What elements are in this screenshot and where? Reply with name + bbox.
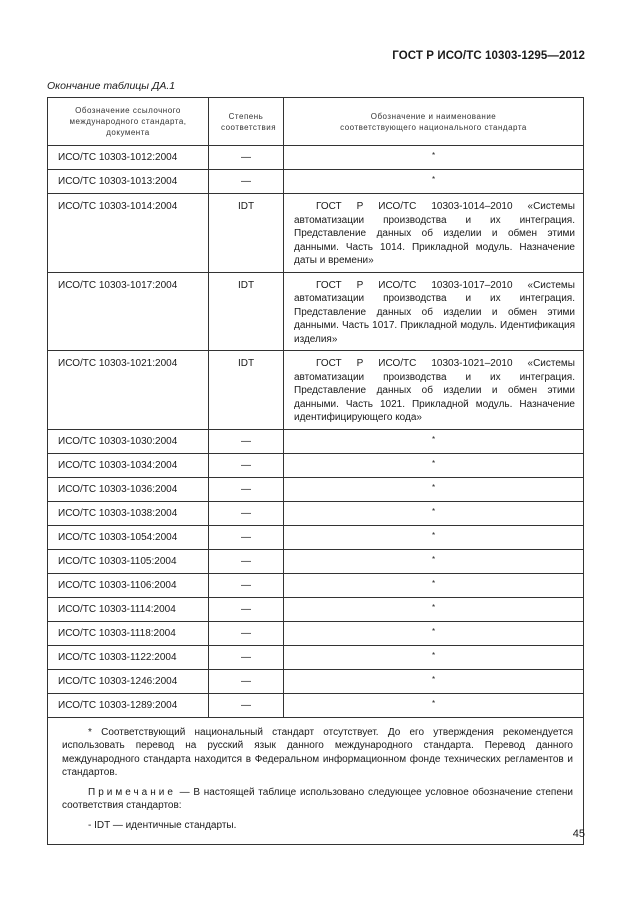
footnote: * Соответствующий национальный стандарт отсутствует. До его утверждения рекомендуется использовать перевод на русский язык данного международного стандарта. Перевод данного международного стандарта находится в Федеральном информационном фонде технических регламентов и стандартов. [62,726,573,778]
cell-degree: IDT [209,194,284,273]
cell-international-code: ИСО/ТС 10303-1021:2004 [48,351,209,430]
table-row [48,194,584,273]
cell-degree: — [209,453,284,477]
footnote-marker: * [431,554,436,564]
footnote-marker: * [431,650,436,660]
cell-international-code: ИСО/ТС 10303-1054:2004 [48,525,209,549]
table-row [48,429,584,453]
cell-degree: — [209,621,284,645]
cell-degree: IDT [209,272,284,351]
footnote-marker: * [431,602,436,612]
cell-international-code: ИСО/ТС 10303-1105:2004 [48,549,209,573]
table-row [48,525,584,549]
footnote-marker: * [431,530,436,540]
cell-national-standard [284,573,584,597]
table-row [48,170,584,194]
header-national-standard: Обозначение и наименование соответствующего национального стандарта [284,98,584,146]
cell-national-standard [284,501,584,525]
note-list-item: - IDT — идентичные стандарты. [88,819,237,831]
cell-degree: — [209,146,284,170]
cell-international-code: ИСО/ТС 10303-1122:2004 [48,645,209,669]
cell-degree: — [209,645,284,669]
cell-international-code: ИСО/ТС 10303-1017:2004 [48,272,209,351]
cell-international-code: ИСО/ТС 10303-1289:2004 [48,693,209,717]
table-row [48,477,584,501]
page-number: 45 [572,828,585,840]
cell-degree: — [209,525,284,549]
cell-degree: — [209,669,284,693]
cell-national-standard [284,525,584,549]
cell-degree: — [209,477,284,501]
cell-international-code: ИСО/ТС 10303-1246:2004 [48,669,209,693]
table-row [48,549,584,573]
document-header: ГОСТ Р ИСО/ТС 10303-1295—2012 [392,50,585,62]
cell-degree: — [209,597,284,621]
note-paragraph [62,786,573,813]
table-body [48,146,584,718]
cell-national-standard [284,597,584,621]
cell-national-standard [284,645,584,669]
table-row [48,501,584,525]
footnote-marker: * [431,458,436,468]
standards-table [47,97,584,845]
cell-national-standard [284,429,584,453]
footnote-marker: * [431,626,436,636]
cell-international-code: ИСО/ТС 10303-1014:2004 [48,194,209,273]
cell-national-standard: ГОСТ Р ИСО/ТС 10303-1021–2010 «Системы автоматизации производства и их интеграция. Представление данных об изделии и обмен этими данными. Часть 1021. Прикладной модуль. Назначение идентифицирующего кода» [284,351,584,430]
cell-degree: — [209,693,284,717]
cell-national-standard [284,477,584,501]
cell-national-standard [284,146,584,170]
cell-degree: IDT [209,351,284,430]
cell-degree: — [209,170,284,194]
table-row [48,272,584,351]
footnote-marker: * [431,506,436,516]
footnote-marker: * [431,578,436,588]
cell-international-code: ИСО/ТС 10303-1118:2004 [48,621,209,645]
cell-national-standard [284,170,584,194]
note-label: Примечание [88,786,176,798]
table-row [48,146,584,170]
cell-national-standard [284,621,584,645]
cell-international-code: ИСО/ТС 10303-1013:2004 [48,170,209,194]
cell-degree: — [209,429,284,453]
table-header-row [48,98,584,146]
cell-international-code: ИСО/ТС 10303-1114:2004 [48,597,209,621]
cell-degree: — [209,573,284,597]
cell-national-standard [284,453,584,477]
table-row [48,645,584,669]
table-row [48,453,584,477]
footnote-marker: * [431,175,436,184]
footnote-marker: * [431,674,436,684]
footnote-marker: * [431,151,436,160]
table-caption: Окончание таблицы ДА.1 [47,80,176,92]
cell-national-standard: ГОСТ Р ИСО/ТС 10303-1014–2010 «Системы автоматизации производства и их интеграция. Представление данных об изделии и обмен этими данными. Часть 1014. Прикладной модуль. Назначение даты и времени» [284,194,584,273]
cell-international-code: ИСО/ТС 10303-1036:2004 [48,477,209,501]
cell-degree: — [209,501,284,525]
footnote-marker: * [431,434,436,444]
note-text: — В настоящей таблице использовано следующее условное обозначение степени соответствия стандартов: [62,786,574,811]
header-international-standard: Обозначение ссылочного международного стандарта, документа [48,98,209,146]
table-row [48,621,584,645]
table-row [48,693,584,717]
cell-national-standard: ГОСТ Р ИСО/ТС 10303-1017–2010 «Системы автоматизации производства и их интеграция. Представление данных об изделии и обмен этими данными. Часть 1017. Прикладной модуль. Идентификация изделия» [284,272,584,351]
footnote-marker: * [431,698,436,708]
cell-international-code: ИСО/ТС 10303-1038:2004 [48,501,209,525]
table-row [48,573,584,597]
cell-international-code: ИСО/ТС 10303-1106:2004 [48,573,209,597]
cell-international-code: ИСО/ТС 10303-1012:2004 [48,146,209,170]
cell-degree: — [209,549,284,573]
footnote-marker: * [431,482,436,492]
cell-international-code: ИСО/ТС 10303-1034:2004 [48,453,209,477]
table-row [48,351,584,430]
header-degree: Степень соответствия [209,98,284,146]
table-row [48,597,584,621]
table-row [48,669,584,693]
cell-international-code: ИСО/ТС 10303-1030:2004 [48,429,209,453]
notes-row [48,717,584,845]
cell-national-standard [284,549,584,573]
cell-national-standard [284,669,584,693]
cell-national-standard [284,693,584,717]
notes-cell [48,717,584,845]
